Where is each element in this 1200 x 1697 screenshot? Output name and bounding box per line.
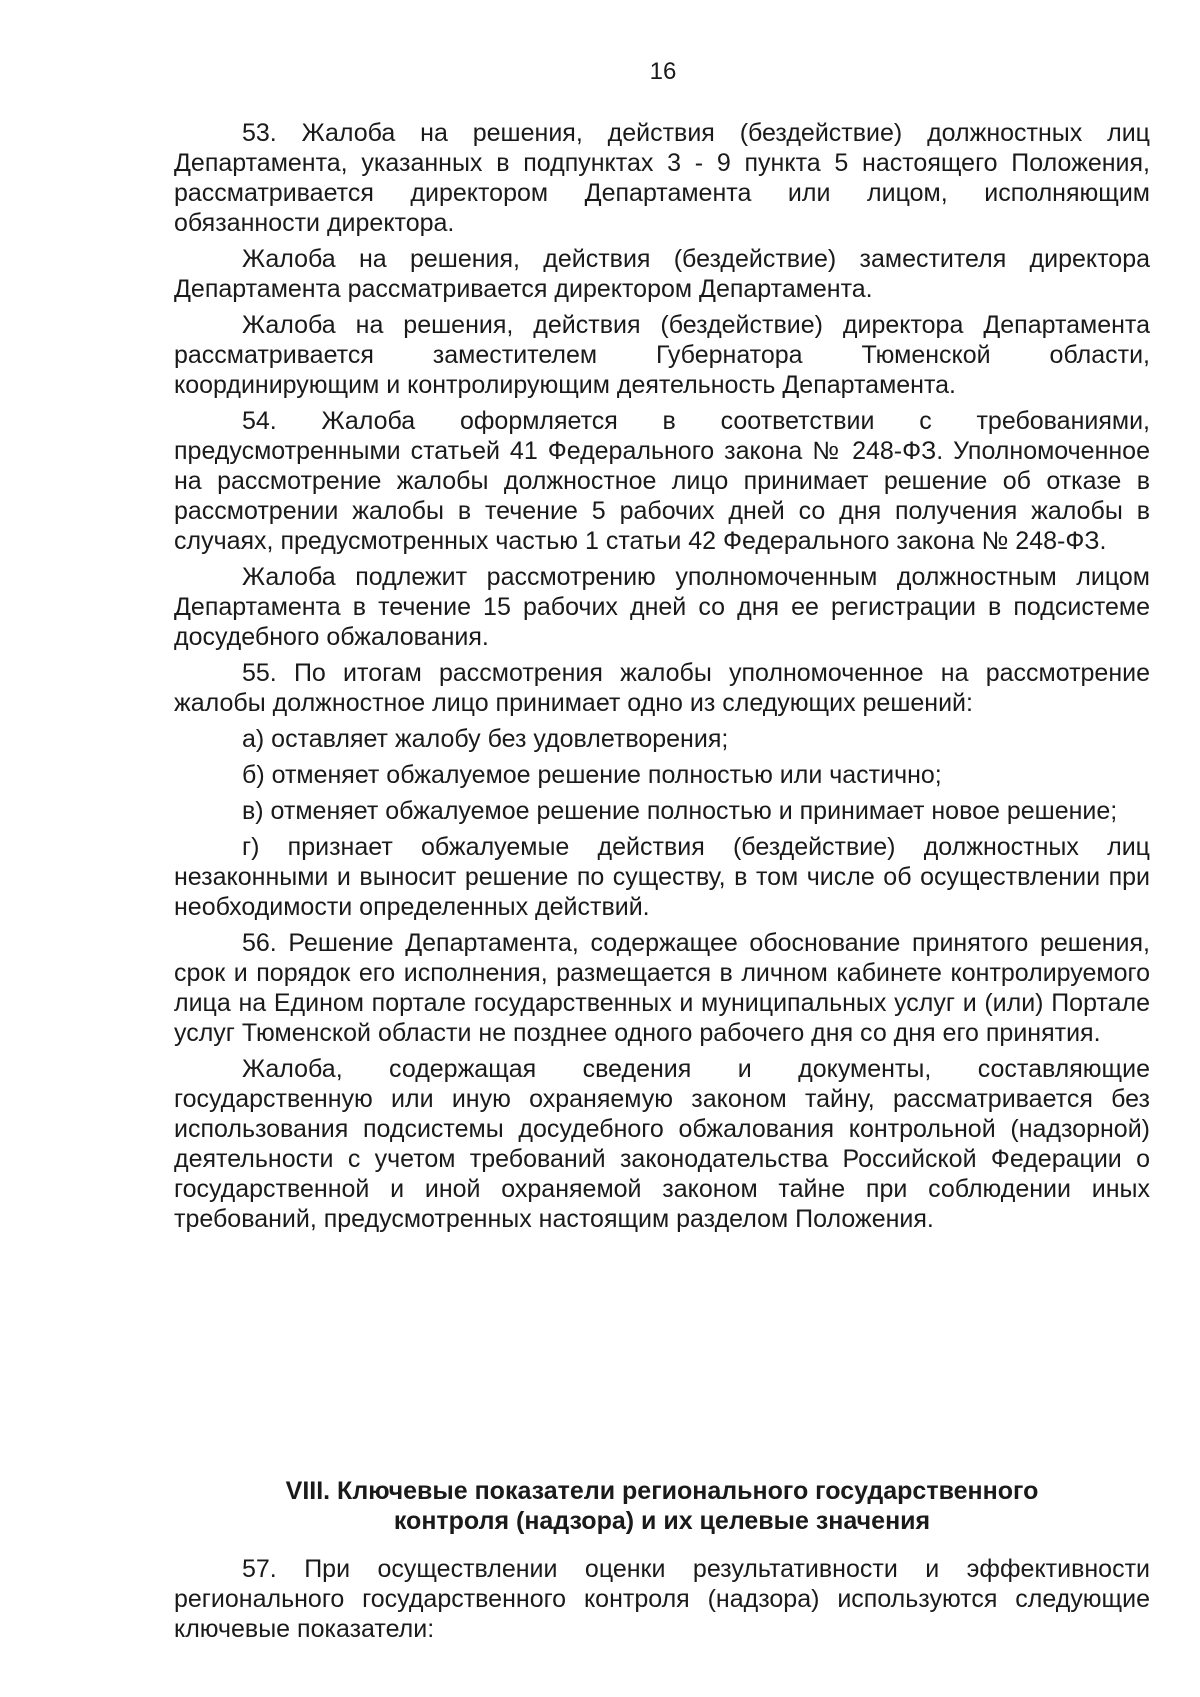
section-body (174, 1554, 1150, 1644)
section-heading-line-1: VIII. Ключевые показатели регионального государственного (285, 1477, 1039, 1505)
list-item-g: г) признает обжалуемые действия (бездействие) должностных лиц незаконными и выносит решение по существу, в том числе об осуществлении при необходимости определенных действий. (174, 833, 1150, 921)
list-item-v: в) отменяет обжалуемое решение полностью и принимает новое решение; (242, 797, 1118, 825)
paragraph-56: 56. Решение Департамента, содержащее обоснование принятого решения, срок и порядок его исполнения, размещается в личном кабинете контролируемого лица на Едином портале государственных и муниципальных услуг и (или) Портале услуг Тюменской области не позднее одного рабочего дня со дня его принятия. (174, 929, 1150, 1047)
paragraph-secret-complaint: Жалоба, содержащая сведения и документы, составляющие государственную или иную охраняемую законом тайну, рассматривается без использования подсистемы досудебного обжалования контрольной (надзорной) деятельности с учетом требований законодательства Российской Федерации о государственной и иной охраняемой законом тайне при соблюдении иных требований, предусмотренных настоящим разделом Положения. (174, 1055, 1150, 1233)
paragraph-53: 53. Жалоба на решения, действия (бездействие) должностных лиц Департамента, указанных в подпунктах 3 - 9 пункта 5 настоящего Положения, рассматривается директором Департамента или лицом, исполняющим обязанности директора. (174, 119, 1150, 237)
list-item-a: а) оставляет жалобу без удовлетворения; (242, 725, 729, 753)
paragraph-deputy-complaint: Жалоба на решения, действия (бездействие) заместителя директора Департамента рассматривается директором Департамента. (174, 245, 1150, 303)
paragraph-55: 55. По итогам рассмотрения жалобы уполномоченное на рассмотрение жалобы должностное лицо принимает одно из следующих решений: (174, 659, 1150, 717)
list-item-b: б) отменяет обжалуемое решение полностью или частично; (242, 761, 942, 789)
document-body (174, 118, 1150, 1240)
section-heading-line-2: контроля (надзора) и их целевые значения (393, 1507, 931, 1535)
paragraph-director-complaint: Жалоба на решения, действия (бездействие) директора Департамента рассматривается заместителем Губернатора Тюменской области, координирующим и контролирующим деятельность Департамента. (174, 311, 1150, 399)
paragraph-57: 57. При осуществлении оценки результативности и эффективности регионального государственного контроля (надзора) используются следующие ключевые показатели: (174, 1555, 1150, 1643)
paragraph-54: 54. Жалоба оформляется в соответствии с требованиями, предусмотренными статьей 41 Федерального закона № 248-ФЗ. Уполномоченное на рассмотрение жалобы должностное лицо принимает решение об отказе в рассмотрении жалобы в течение 5 рабочих дней со дня получения жалобы в случаях, предусмотренных частью 1 статьи 42 Федерального закона № 248-ФЗ. (174, 407, 1150, 555)
section-heading (174, 1476, 1150, 1536)
page-number: 16 (649, 58, 677, 85)
paragraph-review-period: Жалоба подлежит рассмотрению уполномоченным должностным лицом Департамента в течение 15 рабочих дней со дня ее регистрации в подсистеме досудебного обжалования. (174, 563, 1150, 651)
